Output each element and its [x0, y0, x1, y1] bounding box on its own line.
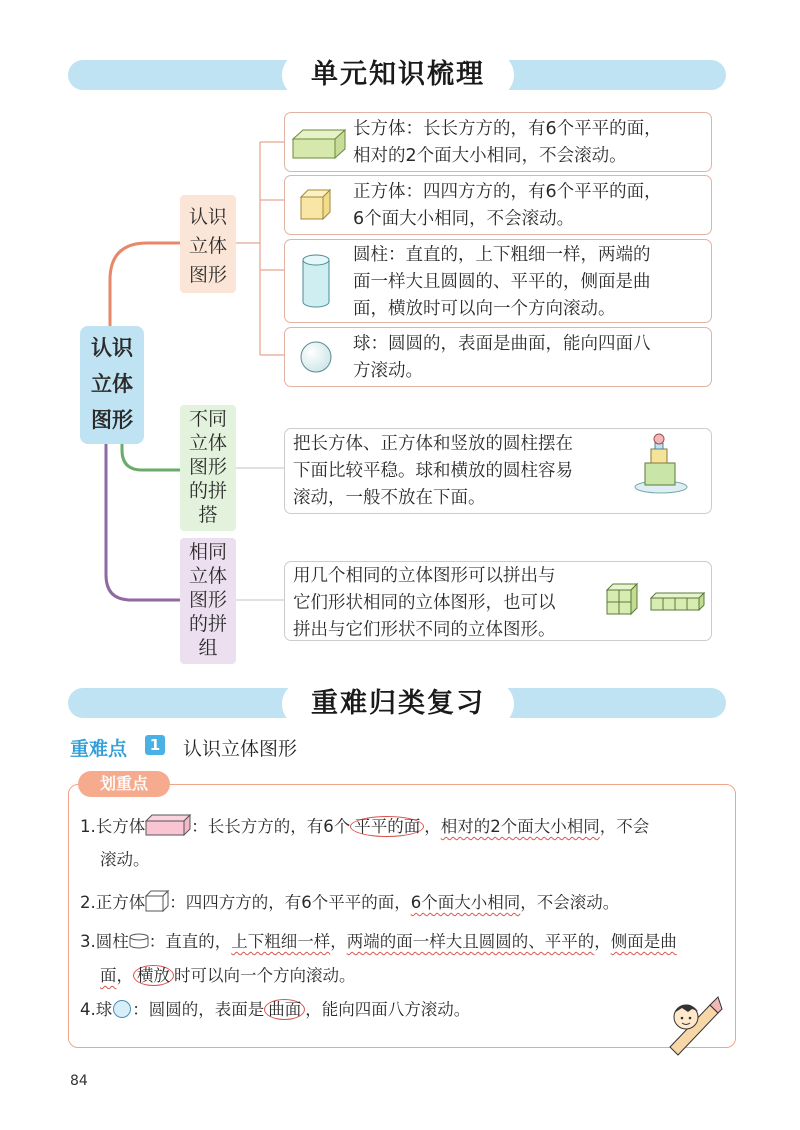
- cylinder-outline-icon: [129, 933, 149, 949]
- page-number: 84: [70, 1073, 88, 1089]
- focus-title: 认识立体图形: [183, 738, 298, 760]
- keypoint-2: 2.正方体 ：四四方方的，有6个平平的面，6个面大小相同，不会滚动。: [80, 890, 619, 915]
- keypoint-3-cont: 面， 横放 时可以向一个方向滚动。: [100, 966, 356, 985]
- branch-node-2: 不同 立体 图形 的拼 搭: [180, 405, 236, 531]
- stacked-shapes-icon: [633, 433, 689, 495]
- focus-number-badge: 1: [145, 735, 165, 755]
- cuboid-pink-icon: [145, 814, 191, 836]
- branch-node-1: 认识 立体 图形: [180, 195, 236, 293]
- keypoints-tab: 划重点: [78, 771, 170, 797]
- shape-box-cylinder: 圆柱：直直的，上下粗细一样，两端的 面一样大且圆圆的、平平的，侧面是曲 面，横放时可以向一个方向滚动。: [284, 239, 712, 323]
- shape-box-sphere: 球：圆圆的，表面是曲面，能向四面八 方滚动。: [284, 327, 712, 387]
- shape-box-cube: 正方体：四四方方的，有6个平平的面， 6个面大小相同，不会滚动。: [284, 175, 712, 235]
- root-label-line: 立体: [91, 372, 133, 396]
- sphere-blue-icon: [112, 999, 132, 1019]
- focus-tag: 重难点: [70, 738, 128, 760]
- branch-node-3: 相同 立体 图形 的拼 组: [180, 538, 236, 664]
- branch-line-1: [110, 243, 180, 330]
- stacking-box: 把长方体、正方体和竖放的圆柱摆在 下面比较平稳。球和横放的圆柱容易 滚动，一般不放在下面。: [284, 428, 712, 514]
- section-title-2: 重难归类复习: [282, 681, 514, 727]
- root-label-line: 认识: [91, 336, 133, 360]
- cube-outline-icon: [145, 890, 169, 912]
- section-title: 单元知识梳理: [282, 52, 514, 98]
- cylinder-icon: [301, 254, 331, 310]
- sphere-icon: [299, 340, 333, 374]
- keypoint-4: 4.球 ：圆圆的，表面是 曲面 ，能向四面八方滚动。: [80, 1000, 471, 1019]
- branch-line-3: [106, 442, 180, 600]
- kid-pencil-icon: [662, 995, 724, 1057]
- root-label-line: 图形: [91, 408, 133, 432]
- branch-line-2: [122, 442, 180, 470]
- combining-box: 用几个相同的立体图形可以拼出与 它们形状相同的立体图形，也可以 拼出与它们形状不同的立体图形。: [284, 561, 712, 641]
- combined-cubes-icon: [605, 582, 705, 616]
- cube-icon: [299, 188, 333, 222]
- keypoint-1-cont: 滚动。: [100, 850, 150, 869]
- shape-box-cuboid: 长方体：长长方方的，有6个平平的面， 相对的2个面大小相同，不会滚动。: [284, 112, 712, 172]
- cuboid-icon: [291, 127, 347, 159]
- keypoint-1: 1.长方体 ：长长方方的，有6个 平平的面 ，相对的2个面大小相同，不会: [80, 814, 649, 839]
- keypoint-3: 3.圆柱 ：直直的，上下粗细一样，两端的面一样大且圆圆的、平平的，侧面是曲: [80, 932, 677, 951]
- root-node: [80, 326, 144, 444]
